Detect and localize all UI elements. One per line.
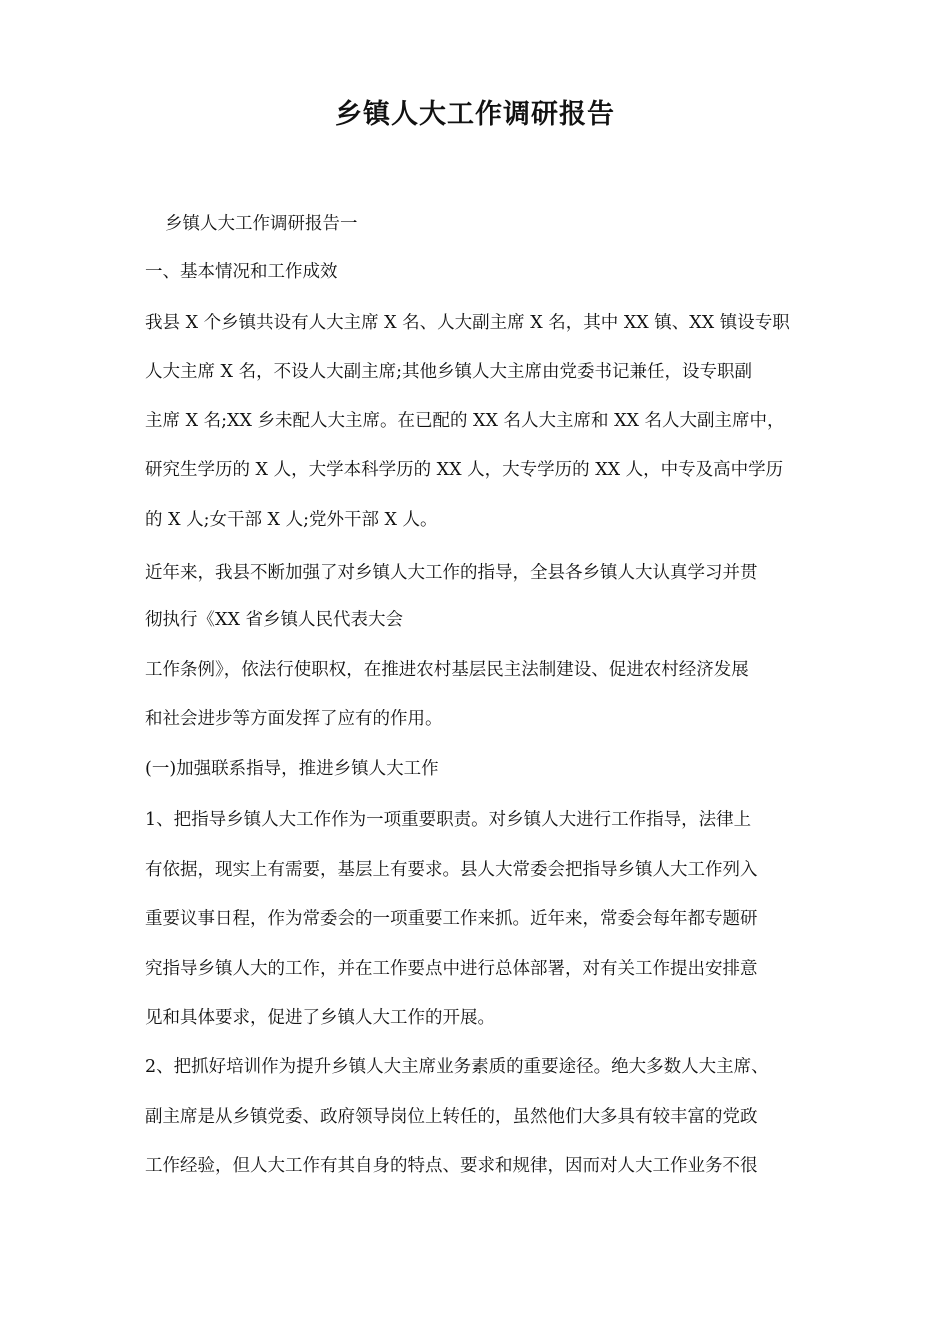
body-line: 主席 X 名;XX 乡未配人大主席。在已配的 XX 名人大主席和 XX 名人大副主席中， bbox=[145, 411, 785, 431]
body-line: 人大主席 X 名，不设人大副主席;其他乡镇人大主席由党委书记兼任，设专职副 bbox=[145, 362, 752, 382]
body-line: 究指导乡镇人大的工作，并在工作要点中进行总体部署，对有关工作提出安排意 bbox=[145, 959, 758, 979]
body-line: 工作经验，但人大工作有其自身的特点、要求和规律，因而对人大工作业务不很 bbox=[145, 1156, 758, 1176]
body-line: 和社会进步等方面发挥了应有的作用。 bbox=[145, 709, 443, 729]
subsection-heading: (一)加强联系指导，推进乡镇人大工作 bbox=[145, 759, 439, 779]
subtitle-line: 乡镇人大工作调研报告一 bbox=[165, 214, 358, 234]
body-line: 我县 X 个乡镇共设有人大主席 X 名、人大副主席 X 名，其中 XX 镇、XX 镇设专职 bbox=[145, 313, 790, 333]
section-heading: 一、基本情况和工作成效 bbox=[145, 262, 338, 282]
body-line: 1、把指导乡镇人大工作作为一项重要职责。对乡镇人大进行工作指导，法律上 bbox=[145, 810, 752, 830]
body-line: 见和具体要求，促进了乡镇人大工作的开展。 bbox=[145, 1008, 495, 1028]
body-line: 的 X 人;女干部 X 人;党外干部 X 人。 bbox=[145, 510, 438, 530]
body-line: 有依据，现实上有需要，基层上有要求。县人大常委会把指导乡镇人大工作列入 bbox=[145, 860, 758, 880]
body-line: 2、把抓好培训作为提升乡镇人大主席业务素质的重要途径。绝大多数人大主席、 bbox=[145, 1057, 769, 1077]
body-line: 工作条例》，依法行使职权，在推进农村基层民主法制建设、促进农村经济发展 bbox=[145, 660, 749, 680]
body-line: 研究生学历的 X 人，大学本科学历的 XX 人，大专学历的 XX 人，中专及高中学历 bbox=[145, 460, 784, 480]
body-line: 彻执行《XX 省乡镇人民代表大会 bbox=[145, 610, 403, 630]
body-line: 副主席是从乡镇党委、政府领导岗位上转任的，虽然他们大多具有较丰富的党政 bbox=[145, 1107, 758, 1127]
body-line: 重要议事日程，作为常委会的一项重要工作来抓。近年来，常委会每年都专题研 bbox=[145, 909, 758, 929]
document-title: 乡镇人大工作调研报告 bbox=[335, 99, 615, 130]
body-line: 近年来，我县不断加强了对乡镇人大工作的指导，全县各乡镇人大认真学习并贯 bbox=[145, 563, 758, 583]
